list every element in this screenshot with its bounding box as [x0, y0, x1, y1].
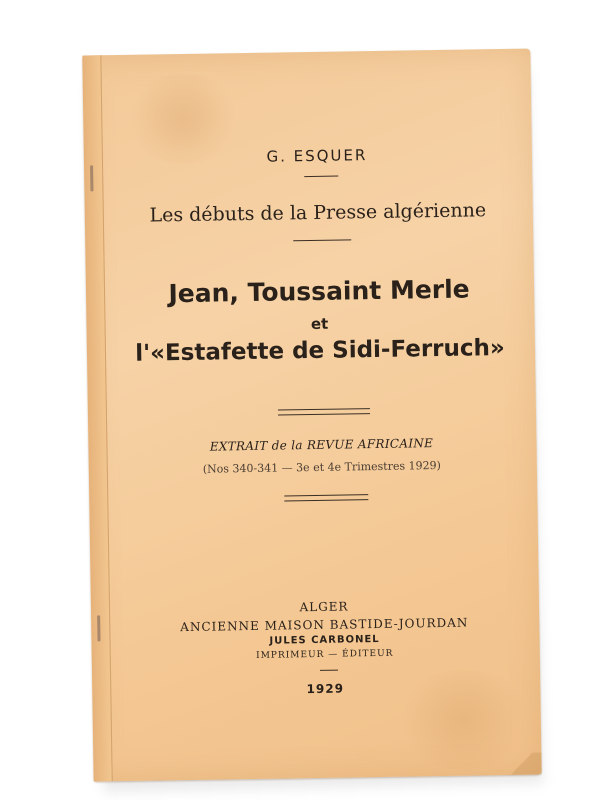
divider: [304, 176, 338, 178]
extract-line: EXTRAIT de la REVUE AFRICAINE: [209, 436, 434, 454]
title-conjunction: et: [310, 314, 329, 334]
publishing-house: ANCIENNE MAISON BASTIDE-JOURDAN: [180, 615, 469, 635]
cover-text: [100, 49, 541, 782]
printer-name: JULES CARBONEL: [269, 633, 380, 647]
publication-year: 1929: [306, 681, 345, 697]
divider: [320, 670, 338, 671]
staple-bottom: [97, 615, 100, 641]
main-title: Jean, Toussaint Merle: [168, 274, 470, 309]
series-title: Les débuts de la Presse algérienne: [149, 199, 487, 227]
sub-title: l'«Estafette de Sidi-Ferruch»: [134, 334, 505, 367]
issue-line: (Nos 340-341 — 3e et 4e Trimestres 1929): [202, 458, 441, 476]
publication-city: ALGER: [299, 599, 349, 615]
author-name: G. ESQUER: [266, 146, 368, 166]
printer-role: IMPRIMEUR — ÉDITEUR: [256, 648, 394, 661]
double-divider: [278, 408, 370, 415]
double-divider: [284, 494, 368, 501]
divider: [293, 239, 351, 241]
staple-top: [90, 165, 93, 191]
booklet-cover: [82, 49, 541, 782]
